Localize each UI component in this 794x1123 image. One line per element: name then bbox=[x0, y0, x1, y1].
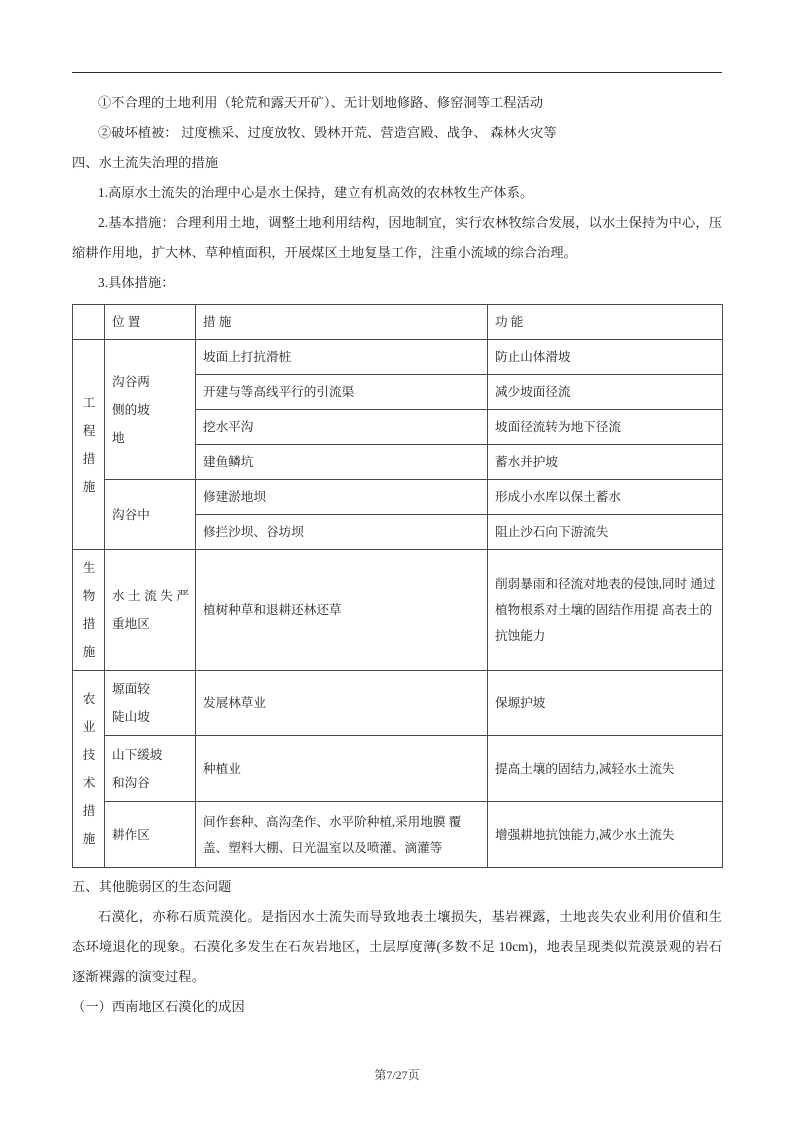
heading-section-four: 四、水土流失治理的措施 bbox=[72, 155, 219, 170]
category-line: 技术 bbox=[82, 748, 96, 790]
category-engineering bbox=[73, 340, 105, 550]
function-cell: 减少坡面径流 bbox=[488, 375, 723, 410]
category-line: 措施 bbox=[82, 617, 96, 659]
measures-table bbox=[72, 304, 723, 868]
location-line: 水土流失严 bbox=[112, 589, 189, 603]
function-line: 削弱暴雨和径流对地表的侵蚀,同时 bbox=[495, 577, 688, 591]
paragraph-four-item-2: 2.基本措施：合理利用土地，调整土地利用结构，因地制宜，实行农林牧综合发展，以水土保持为中心，压缩耕作用地，扩大林、草种植面积，开展煤区土地复垦工作，注重小流域的综合治理。 bbox=[72, 215, 722, 260]
location-line: 侧的坡 bbox=[112, 402, 150, 417]
paragraph-cause-1: ①不合理的土地利用（轮荒和露天开矿）、无计划地修路、修窑洞等工程活动 bbox=[98, 95, 544, 110]
measure-cell: 植树种草和退耕还林还草 bbox=[196, 550, 488, 671]
measure-cell: 修拦沙坝、谷坊坝 bbox=[196, 515, 488, 550]
heading-subsection-one: （一）西南地区石漠化的成因 bbox=[72, 999, 245, 1014]
table-row bbox=[73, 480, 723, 515]
location-line: 地 bbox=[112, 430, 125, 445]
paragraph-four-item-3: 3.具体措施： bbox=[98, 275, 175, 290]
table-row bbox=[73, 340, 723, 375]
category-biological bbox=[73, 550, 105, 671]
location-line: 沟谷中 bbox=[112, 507, 150, 522]
function-cell: 蓄水并护坡 bbox=[488, 445, 723, 480]
measure-line: 间作套种、高沟垄作、水平阶种植,采用地膜 bbox=[203, 814, 446, 829]
measure-cell: 建鱼鳞坑 bbox=[196, 445, 488, 480]
function-cell: 阻止沙石向下游流失 bbox=[488, 515, 723, 550]
paragraph-rocky-desertification: 石漠化，亦称石质荒漠化。是指因水土流失而导致地表土壤损失，基岩裸露，土地丧失农业利用价值和生态环境退化的现象。石漠化多发生在石灰岩地区，土层厚度薄(多数不足 10cm)，地表呈现类似荒漠景观的岩石逐渐裸露的演变过程。 bbox=[72, 909, 722, 984]
function-cell: 形成小水库以保土蓄水 bbox=[488, 480, 723, 515]
location-in-gully bbox=[105, 480, 196, 550]
measure-cell: 发展林草业 bbox=[196, 671, 488, 736]
table-row bbox=[73, 671, 723, 736]
function-line: 高表土的抗蚀能力 bbox=[495, 603, 713, 643]
table-header-blank bbox=[73, 305, 105, 340]
table-header-row bbox=[73, 305, 723, 340]
function-cell: 提高土壤的固结力,减轻水土流失 bbox=[488, 736, 723, 802]
measure-line: 覆盖、塑料大棚、日光温室以及喷灌、滴灌等 bbox=[203, 814, 462, 855]
function-cell: 防止山体滑坡 bbox=[488, 340, 723, 375]
location-line: 山下缓坡 bbox=[112, 747, 163, 762]
function-cell bbox=[488, 550, 723, 671]
category-line: 工程 bbox=[82, 395, 96, 438]
measure-cell: 开建与等高线平行的引流渠 bbox=[196, 375, 488, 410]
location-line: 陡山坡 bbox=[112, 710, 150, 724]
category-line: 措施 bbox=[82, 451, 96, 494]
table-row bbox=[73, 550, 723, 671]
function-cell: 坡面径流转为地下径流 bbox=[488, 410, 723, 445]
category-agricultural bbox=[73, 671, 105, 868]
paragraph-cause-2: ②破坏植被： 过度樵采、过度放牧、毁林开荒、营造宫殿、战争、 森林火灾等 bbox=[98, 125, 557, 140]
header-rule bbox=[72, 72, 722, 73]
location-line: 重地区 bbox=[112, 617, 150, 631]
measure-cell: 修建淤地坝 bbox=[196, 480, 488, 515]
page-footer: 第7/27页 bbox=[374, 1068, 420, 1082]
paragraph-four-item-1: 1.高原水土流失的治理中心是水土保持，建立有机高效的农林牧生产体系。 bbox=[98, 185, 534, 200]
location-line: 耕作区 bbox=[112, 827, 150, 842]
table-header-function: 功 能 bbox=[488, 305, 723, 340]
measure-cell bbox=[196, 802, 488, 868]
measure-cell: 种植业 bbox=[196, 736, 488, 802]
function-cell: 增强耕地抗蚀能力,减少水土流失 bbox=[488, 802, 723, 868]
location-severe-erosion bbox=[105, 550, 196, 671]
location-line: 和沟谷 bbox=[112, 775, 150, 790]
table-row bbox=[73, 736, 723, 802]
category-line: 措施 bbox=[82, 804, 96, 846]
location-line: 塬面较 bbox=[112, 682, 150, 696]
table-header-location: 位 置 bbox=[105, 305, 196, 340]
heading-section-five: 五、其他脆弱区的生态问题 bbox=[72, 879, 232, 894]
function-cell: 保塬护坡 bbox=[488, 671, 723, 736]
measure-cell: 坡面上打抗滑桩 bbox=[196, 340, 488, 375]
category-line: 农业 bbox=[82, 692, 96, 734]
location-gully-slopes bbox=[105, 340, 196, 480]
document-body bbox=[72, 88, 722, 1022]
table-row bbox=[73, 802, 723, 868]
function-line: 通过植物根系对土壤的固结作用提 bbox=[495, 577, 716, 617]
location-line: 沟谷两 bbox=[112, 374, 150, 389]
measure-cell: 挖水平沟 bbox=[196, 410, 488, 445]
table-header-measure: 措 施 bbox=[196, 305, 488, 340]
location-cultivated-area bbox=[105, 802, 196, 868]
location-gentle-slope bbox=[105, 736, 196, 802]
category-line: 生物 bbox=[82, 561, 96, 603]
location-steep-slope bbox=[105, 671, 196, 736]
